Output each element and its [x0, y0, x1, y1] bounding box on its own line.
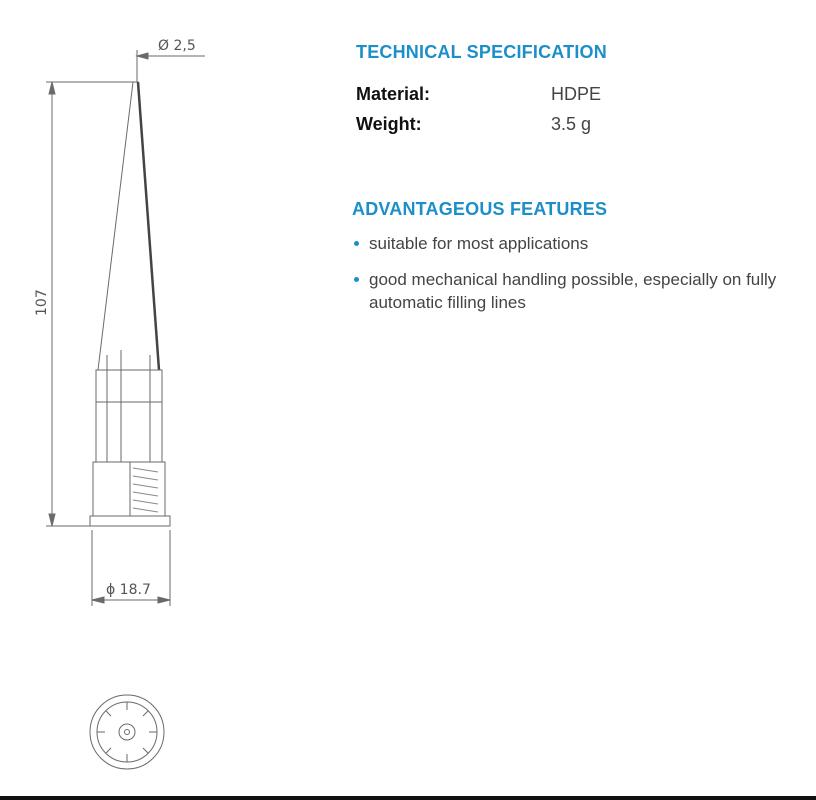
nozzle-cone-outline — [98, 82, 159, 370]
spec-value-material: HDPE — [551, 84, 602, 104]
length-label: 107 — [34, 289, 50, 316]
feature-text: good mechanical handling possible, especially on fully automatic filling lines — [369, 270, 777, 312]
length-arrow-top — [49, 82, 55, 94]
nozzle-thread — [133, 468, 158, 512]
advantageous-features-heading: ADVANTAGEOUS FEATURES — [352, 199, 608, 219]
feature-item — [352, 232, 807, 255]
bullet-icon — [354, 241, 359, 246]
nozzle-cone-shading — [138, 82, 159, 370]
bottom-view-center — [125, 730, 130, 735]
spec-value-weight: 3.5 g — [551, 114, 592, 134]
nozzle-base-flange — [90, 516, 170, 526]
features-list — [352, 232, 807, 327]
nozzle-technical-drawing — [0, 0, 330, 800]
length-arrow-bottom — [49, 514, 55, 526]
feature-item — [352, 268, 807, 314]
spec-label-weight: Weight: — [356, 114, 422, 134]
base-diameter-label: ϕ 18.7 — [106, 582, 151, 598]
bullet-icon — [354, 277, 359, 282]
tip-dimension-arrow — [137, 53, 148, 59]
technical-specification-heading: TECHNICAL SPECIFICATION — [356, 42, 607, 62]
nozzle-collar — [96, 370, 162, 462]
spec-label-material: Material: — [356, 84, 431, 104]
feature-text: suitable for most applications — [369, 234, 589, 253]
base-arrow-left — [92, 597, 104, 603]
nozzle-thread-section — [93, 462, 165, 516]
bottom-view-ribs — [97, 702, 157, 762]
bottom-view-bore — [119, 724, 135, 740]
tip-diameter-label: Ø 2,5 — [158, 38, 196, 54]
bottom-divider — [0, 796, 816, 800]
base-arrow-right — [158, 597, 170, 603]
